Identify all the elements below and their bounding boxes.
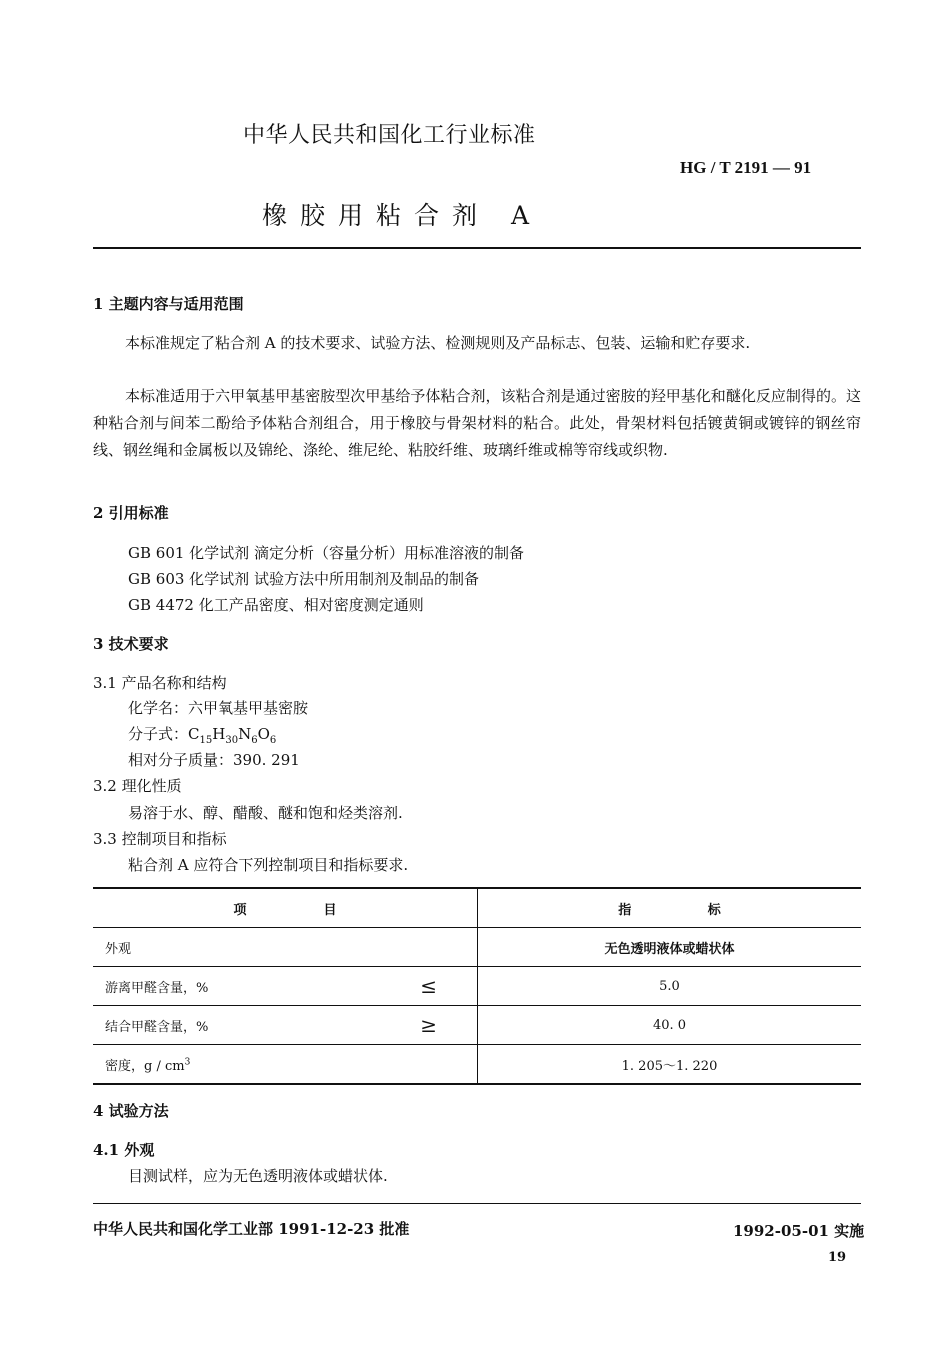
issuing-organization: 中华人民共和国化工行业标准 [243,123,536,148]
section-3-1-heading: 3.1 产品名称和结构 [93,674,227,692]
section-4-1-heading: 4.1 外观 [93,1141,155,1159]
footer-divider [93,1203,861,1204]
page-number: 19 [828,1250,847,1265]
reference-item: GB 601 化学试剂 滴定分析（容量分析）用标准溶液的制备 [128,544,524,562]
standard-code: HG / T 2191 — 91 [680,158,812,177]
molecular-formula: 分子式：$C_{15}H_{30}N_6O_6$ [128,725,277,746]
section-4-heading: 4 试验方法 [93,1102,169,1120]
reference-item: GB 4472 化工产品密度、相对密度测定通则 [128,596,424,614]
table-header-row: 项 目 指 标 [93,888,861,928]
appearance-test-text: 目测试样，应为无色透明液体或蜡状体. [128,1167,388,1185]
header-divider [93,247,861,249]
spec-table [93,887,861,1085]
approval-line: 中华人民共和国化学工业部 1991-12-23 批准 [93,1220,410,1238]
table-row: 外观 无色透明液体或蜡状体 [93,928,861,967]
section-1-heading: 1 主题内容与适用范围 [93,295,244,313]
requirement-text: 粘合剂 A 应符合下列控制项目和指标要求. [128,856,409,874]
solubility-text: 易溶于水、醇、醋酸、醚和饱和烃类溶剂. [128,804,403,822]
table-row: 密度，g / $cm^3$ 1. 205～1. 220 [93,1045,861,1085]
section-3-heading: 3 技术要求 [93,635,169,653]
section-2-heading: 2 引用标准 [93,504,169,522]
chemical-name: 化学名：六甲氧基甲基密胺 [128,699,309,717]
formula-label: 分子式： [128,725,189,743]
table-row: 结合甲醛含量，% ≥ 40. 0 [93,1006,861,1045]
section-1-paragraph-1: 本标准规定了粘合剂 A 的技术要求、试验方法、检测规则及产品标志、包装、运输和贮存要求. [125,334,751,352]
document-title: 橡胶用粘合剂 A [262,201,543,230]
reference-item: GB 603 化学试剂 试验方法中所用制剂及制品的制备 [128,570,479,588]
section-3-3-heading: 3.3 控制项目和指标 [93,830,227,848]
table-row: 游离甲醛含量，% ≤ 5.0 [93,967,861,1006]
section-1-paragraph-2: 本标准适用于六甲氧基甲基密胺型次甲基给予体粘合剂，该粘合剂是通过密胺的羟甲基化和醚化反应制得的。这种粘合剂与间苯二酚给予体粘合剂组合，用于橡胶与骨架材料的粘合。此处，骨架材料包括镀黄铜或镀锌的钢丝帘线、钢丝绳和金属板以及锦纶、涤纶、维尼纶、粘胶纤维、玻璃纤维或棉等帘线或织物. [93,387,861,459]
molecular-mass: 相对分子质量：390. 291 [128,751,300,769]
effective-date: 1992-05-01 实施 [733,1222,865,1240]
section-3-2-heading: 3.2 理化性质 [93,777,182,795]
